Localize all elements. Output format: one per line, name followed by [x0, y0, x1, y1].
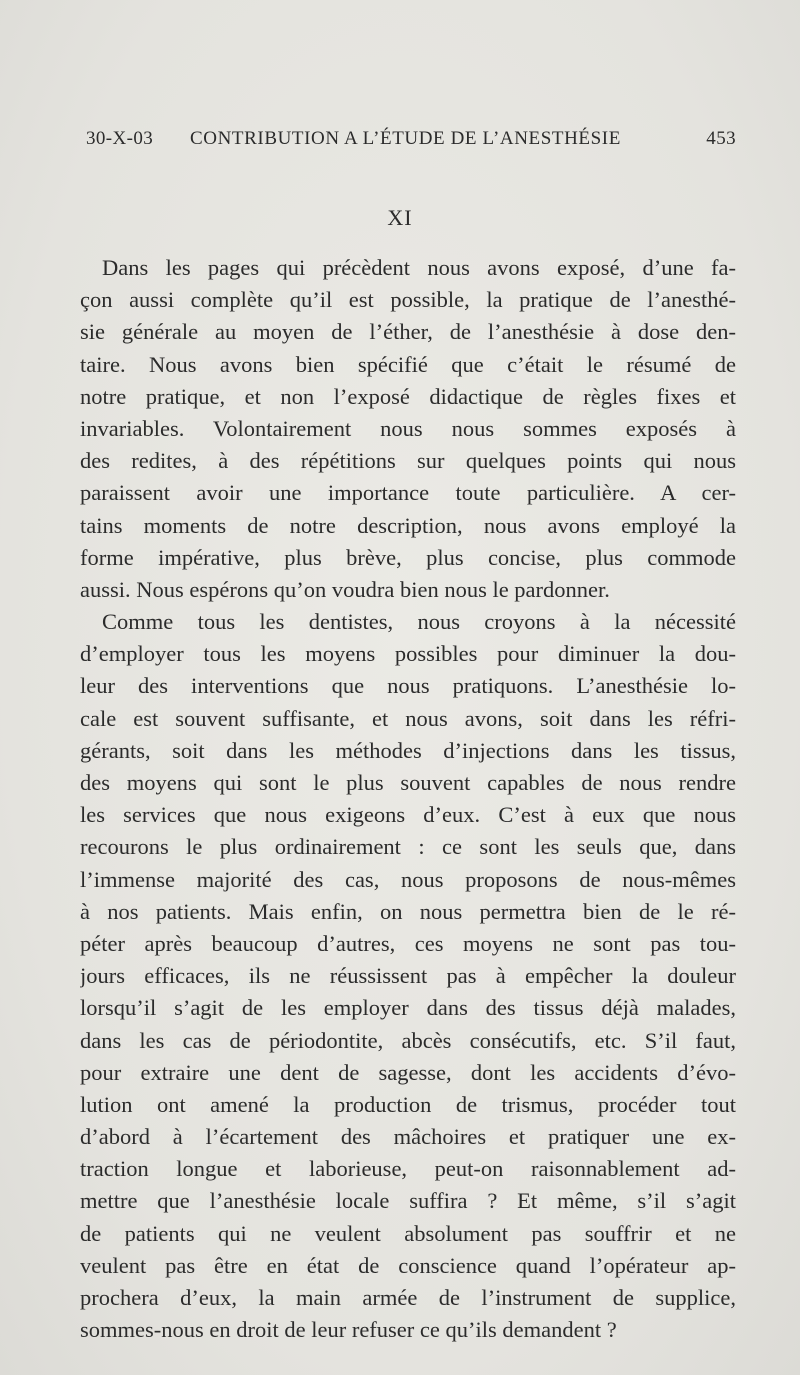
body-text — [80, 252, 736, 1346]
text-line: gérants, soit dans les méthodes d’injections dans les tissus, — [80, 737, 736, 763]
text-line: Dans les pages qui précèdent nous avons exposé, d’une fa- — [102, 255, 736, 280]
text-line: veulent pas être en état de conscience quand l’opérateur ap- — [80, 1252, 736, 1278]
text-line: péter après beaucoup d’autres, ces moyens ne sont pas tou- — [80, 930, 736, 956]
text-line: lorsqu’il s’agit de les employer dans des tissus déjà malades, — [80, 995, 736, 1021]
date-code: 30-X-03 — [86, 128, 154, 149]
text-line: traction longue et laborieuse, peut-on raisonnablement ad- — [80, 1156, 736, 1182]
text-line: sommes-nous en droit de leur refuser ce qu’ils demandent ? — [80, 1317, 617, 1343]
text-line: de patients qui ne veulent absolument pas souffrir et ne — [80, 1220, 736, 1246]
text-line: leur des interventions que nous pratiquons. L’anesthésie lo- — [80, 673, 736, 699]
text-line: à nos patients. Mais enfin, on nous permettra bien de le ré- — [80, 898, 736, 924]
text-line: Comme tous les dentistes, nous croyons à la nécessité — [102, 609, 736, 635]
text-line: d’employer tous les moyens possibles pour diminuer la dou- — [80, 641, 736, 667]
running-title: CONTRIBUTION A L’ÉTUDE DE L’ANESTHÉSIE — [190, 128, 621, 149]
text-line: çon aussi complète qu’il est possible, la pratique de l’anesthé- — [80, 287, 736, 313]
text-line: taire. Nous avons bien spécifié que c’était le résumé de — [80, 351, 736, 377]
text-line: paraissent avoir une importance toute particulière. A cer- — [80, 480, 736, 506]
text-line: des moyens qui sont le plus souvent capables de nous rendre — [80, 770, 736, 795]
text-line: notre pratique, et non l’exposé didactique de règles fixes et — [80, 383, 736, 409]
text-line: prochera d’eux, la main armée de l’instrument de supplice, — [80, 1285, 736, 1310]
text-line: des redites, à des répétitions sur quelques points qui nous — [80, 448, 736, 474]
page-number: 453 — [706, 128, 736, 149]
text-line: mettre que l’anesthésie locale suffira ? Et même, s’il s’agit — [80, 1188, 736, 1214]
text-line: l’immense majorité des cas, nous proposons de nous-mêmes — [80, 866, 736, 892]
section-heading: XI — [387, 205, 413, 230]
text-line: forme impérative, plus brève, plus concise, plus commode — [80, 544, 736, 570]
text-line: aussi. Nous espérons qu’on voudra bien nous le pardonner. — [80, 576, 610, 602]
running-header — [86, 128, 736, 158]
text-line: sie générale au moyen de l’éther, de l’anesthésie à dose den- — [80, 319, 736, 345]
text-line: d’abord à l’écartement des mâchoires et pratiquer une ex- — [80, 1124, 736, 1150]
text-line: invariables. Volontairement nous nous sommes exposés à — [80, 415, 736, 441]
text-line: recourons le plus ordinairement : ce sont les seuls que, dans — [80, 834, 736, 860]
text-line: pour extraire une dent de sagesse, dont les accidents d’évo- — [80, 1059, 736, 1085]
text-line: cale est souvent suffisante, et nous avons, soit dans les réfri- — [80, 705, 736, 731]
text-line: dans les cas de périodontite, abcès consécutifs, etc. S’il faut, — [80, 1027, 736, 1053]
text-line: les services que nous exigeons d’eux. C’est à eux que nous — [80, 802, 736, 828]
text-line: jours efficaces, ils ne réussissent pas à empêcher la douleur — [80, 963, 736, 989]
text-line: tains moments de notre description, nous avons employé la — [80, 512, 736, 538]
text-line: lution ont amené la production de trismus, procéder tout — [80, 1091, 736, 1117]
